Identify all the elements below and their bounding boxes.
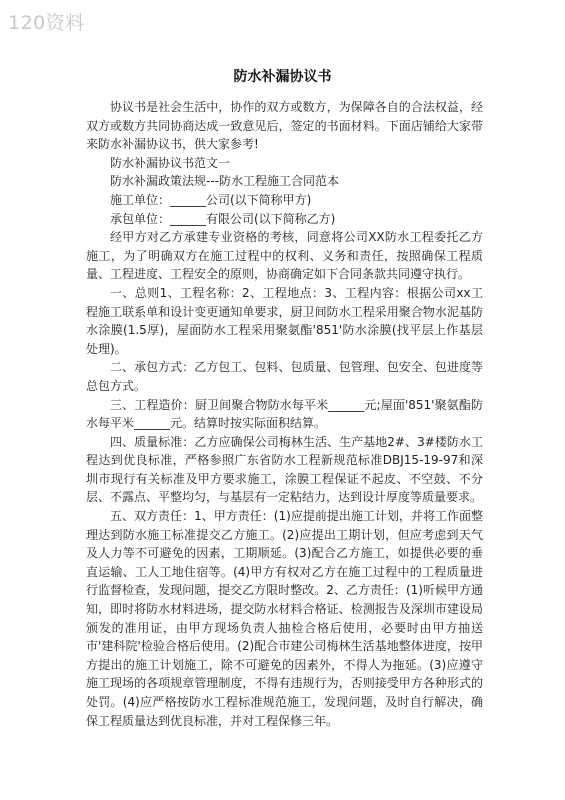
watermark: 120资料: [8, 12, 85, 34]
paragraph: 施工单位：______公司(以下简称甲方): [110, 192, 312, 207]
paragraph: 经甲方对乙方承建专业资格的考核，同意将公司XX防水工程委托乙方施工，为了明确双方在施工过程中的权利、义务和责任，按照确保工程质量、工程进度、工程安全的原则，协商确定如下合同条款共同遵守执行。: [86, 230, 483, 282]
document-body: [86, 98, 483, 730]
paragraph: 一、总则1、工程名称：2、工程地点：3、工程内容：根据公司xx工程施工联系单和设计变更通知单要求，厨卫间防水工程采用聚合物水泥基防水涂膜(1.5厚)，屋面防水工程采用聚氨酯'851'防水涂膜(找平层上作基层处理)。: [86, 285, 483, 356]
paragraph: 防水补漏协议书范文一: [110, 155, 231, 170]
paragraph: 三、工程造价：厨卫间聚合物防水每平米______元;屋面'851'聚氨酯防水每平米______元。结算时按实际面积结算。: [86, 397, 483, 431]
document-title: 防水补漏协议书: [233, 69, 332, 85]
paragraph: 四、质量标准：乙方应确保公司梅林生活、生产基地2#、3#楼防水工程达到优良标准，严格参照广东省防水工程新规范标准DBJ15-19-97和深圳市现行有关标准及甲方要求施工，涂膜工程保证不起皮、不空鼓、不分层、不露点、平整均匀，与基层有一定粘结力，达到设计厚度等质量要求。: [86, 434, 483, 505]
paragraph: 五、双方责任：1、甲方责任：(1)应提前提出施工计划，并将工作面整理达到防水施工标准提交乙方施工。(2)应提出工期计划，但应考虑到天气及人力等不可避免的因素，工期顺延。(3)配合乙方施工，如提供必要的垂直运输、工人工地住宿等。(4)甲方有权对乙方在施工过程中的工程质量进行监督检查，发现问题，提交乙方限时整改。2、乙方责任：(1)听候甲方通知，即时将防水材料进场，提交防水材料合格证、检测报告及深圳市建设局颁发的准用证，由甲方现场负责人抽检合格后使用，必要时由甲方抽送市'建科院'检验合格后使用。(2)配合市建公司梅林生活基地整体进度，按甲方提出的施工计划施工，除不可避免的因素外，不得人为拖延。(3)应遵守施工现场的各项规章管理制度，不得有违规行为，否则接受甲方各种形式的处罚。(4)应严格按防水工程标准规范施工，发现问题，及时自行解决，确保工程质量达到优良标准，并对工程保修三年。: [86, 509, 483, 728]
paragraph: 承包单位：______有限公司(以下简称乙方): [110, 211, 336, 226]
paragraph: 二、承包方式：乙方包工、包料、包质量、包管理、包安全、包进度等总包方式。: [86, 360, 483, 393]
paragraph: 协议书是社会生活中，协作的双方或数方，为保障各自的合法权益，经双方或数方共同协商达成一致意见后，签定的书面材料。下面店铺给大家带来防水补漏协议书，供大家参考!: [86, 100, 483, 152]
paragraph: 防水补漏政策法规---防水工程施工合同范本: [110, 174, 339, 189]
